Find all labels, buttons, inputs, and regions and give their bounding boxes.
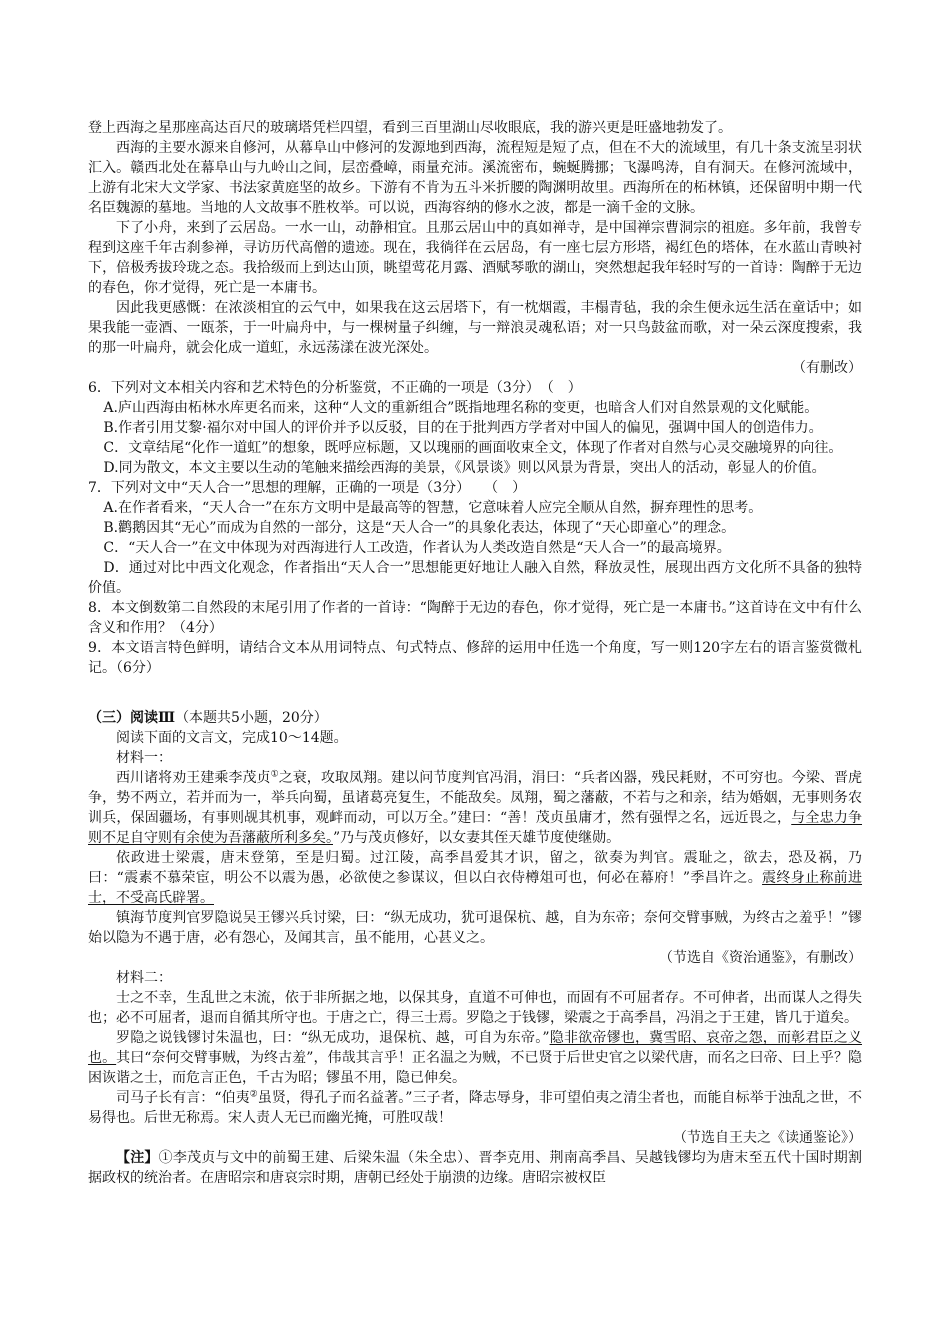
section-3-intro: 阅读下面的文言文，完成10～14题。 [116,730,348,746]
section-3-title-note: （本题共5小题，20分） [175,710,328,726]
material-1-p2-underlined: 震终身止称前进士，不受高氏辟署。 [88,870,863,906]
material-1-p1-underlined: 与全忠力争则不足自守则有余使为吾藩蔽所利多矣。 [88,810,863,846]
material-2-p2-text-b: 其曰“奈何交臂事贼，为终古羞”，伟哉其言乎！正名温之为贼，不已贤于后世史官之以梁代唐，而名之曰帝、曰上乎？隐困诙谐之士，而危言正色，千古为昭；镠虽不用，隐已伸矣。 [88,1050,863,1086]
footnote-1-marker: ① [270,769,279,780]
material-2-p2-text-a: 罗隐之说钱镠讨朱温也，曰：“纵无成功，退保杭、越，可自为东帝。” [116,1030,550,1046]
question-6-option-a: A.庐山西海由柘林水库更名而来，这种“人文的重新组合”既指地理名称的变更，也暗含人们对自然景观的文化赋能。 [103,400,819,416]
material-2-p2-underlined: 隐非欲帝镠也，冀雪昭、哀帝之怨，而彰君臣之义也。 [88,1030,862,1066]
material-2-p3-text-b: 虽贤，得孔子而名益著。”三子者，降志辱身，非可望伯夷之清尘者也，而能自标举于浊乱之世，不易得也。后世无称焉。宋人责人无已而幽光掩，可胜叹哉！ [88,1090,862,1126]
passage-paragraph-4: 因此我更感慨：在浓淡相宜的云气中，如果我在这云居塔下，有一枕烟霞，丰榻青毡，我的余生便永远生活在童话中；如果我能一壶酒、一瓯茶，于一叶扁舟中，与一棵树量子纠缠，与一辩浪灵魂私语；对一只鸟鼓盆而歌，对一朵云深度搜索，我的那一叶扁舟，就会化成一道虹，永远荡漾在波光深处。 [88,300,862,356]
section-3-heading [88,708,862,728]
material-2-paragraph-3 [88,1088,862,1128]
question-6-option-c: C．文章结尾“化作一道虹”的想象，既呼应标题，又以瑰丽的画面收束全文，体现了作者对自然与心灵交融境界的向往。 [103,440,843,456]
material-2-paragraph-1: 士之不幸，生乱世之末流，依于非所据之地，以保其身，直道不可伸也，而固有不可屈者存。不可伸者，出而谋人之得失也；必不可屈者，退而自循其所守也。于唐之亡，得三士焉。罗隐之于钱镠，梁震之于高季昌，冯涓之于王建，皆几于道矣。 [88,990,862,1026]
footnote-text: ①李茂贞与文中的前蜀王建、后梁朱温（朱全忠）、晋李克用、荆南高季昌、吴越钱镠均为唐末至五代十国时期割据政权的统治者。在唐昭宗和唐哀宗时期，唐朝已经处于崩溃的边缘。唐昭宗被权臣 [88,1150,863,1186]
material-2-paragraph-2 [88,1028,862,1088]
section-3-title: （三）阅读Ⅲ [88,710,176,726]
footnote-2-marker: ② [249,1089,258,1100]
material-1-p1-text-c: ”乃与茂贞修好，以女妻其侄天雄节度使继勋。 [333,830,621,846]
question-6-stem: 6．下列对文本相关内容和艺术特色的分析鉴赏，不正确的一项是（3分） （ ） [88,380,582,396]
material-1-source: （节选自《资治通鉴》，有删改） [659,950,862,966]
question-8: 8．本文倒数第二自然段的末尾引用了作者的一首诗：“陶醉于无边的春色，你才觉得，死亡是一本庸书。”这首诗在文中有什么含义和作用？（4分） [88,600,862,636]
material-2-label: 材料二： [116,970,172,986]
material-1-label: 材料一： [116,750,172,766]
question-7-stem: 7．下列对文中“天人合一”思想的理解，正确的一项是（3分） （ ） [88,480,527,496]
question-6-option-b: B.作者引用艾黎·福尔对中国人的评价并予以反驳，目的在于批判西方学者对中国人的偏见，强调中国人的创造伟力。 [103,420,823,436]
question-6-option-d: D.同为散文，本文主要以生动的笔触来描绘西海的美景，《风景谈》则以风景为背景，突出人的活动，彰显人的价值。 [103,460,826,476]
question-7-option-c: C．“天人合一”在文中体现为对西海进行人工改造，作者认为人类改造自然是“天人合一”的最高境界。 [103,540,731,556]
material-1-paragraph-2 [88,848,862,908]
question-7-option-d: D．通过对比中西文化观念，作者指出“天人合一”思想能更好地让人融入自然，释放灵性，展现出西方文化所不具备的独特价值。 [88,560,862,596]
material-1-p1-text-b: 之衰，攻取凤翔。建以问节度判官冯涓，涓曰：“兵者凶器，残民耗财，不可穷也。今梁、晋虎争，势不两立，若并而为一，举兵向蜀，虽诸葛亮复生，不能敌矣。凤翔，蜀之藩蔽，不若与之和亲，结为婚姻，无事则务农训兵，保固疆场，有事则觇其机事，观衅而动，可以万全。”建曰：“善！茂贞虽庸才，然有强悍之名，远近畏之， [88,770,862,826]
footnote-label: 【注】 [116,1150,159,1166]
passage-source: （有删改） [792,360,862,376]
section-gap [88,678,862,708]
passage-paragraph-1: 登上西海之星那座高达百尺的玻璃塔凭栏四望，看到三百里湖山尽收眼底，我的游兴更是旺盛地勃发了。 [88,120,732,136]
material-1-p1-text-a: 西川诸将劝王建乘李茂贞 [116,770,271,786]
material-1-paragraph-1 [88,768,862,848]
material-2-p3-text-a: 司马子长有言：“伯夷 [116,1090,250,1106]
question-7-option-b: B.鹳鹅因其“无心”而成为自然的一部分，这是“天人合一”的具象化表达，体现了“天心即童心”的理念。 [103,520,736,536]
material-1-p2-text: 依政进士梁震，唐末登第，至是归蜀。过江陵，高季昌爱其才识，留之，欲奏为判官。震耻之，欲去，恐及祸，乃曰：“震素不慕荣宦，明公不以震为愚，必欲使之参谋议，但以白衣侍樽俎可也，何必在幕府！”季昌许之。 [88,850,862,886]
passage-paragraph-2: 西海的主要水源来自修河，从幕阜山中修河的发源地到西海，流程短是短了点，但在不大的流域里，有几十条支流呈羽状汇入。赣西北处在幕阜山与九岭山之间，层峦叠嶂，雨量充沛。溪流密布，蜿蜒腾挪；飞瀑鸣涛，自有洞天。在修河流域中，上游有北宋大文学家、书法家黄庭坚的故乡。下游有不肯为五斗米折腰的陶渊明故里。西海所在的柘林镇，还保留明中期一代名臣魏源的墓地。当地的人文故事不胜枚举。可以说，西海容纳的修水之波，都是一滴千金的文脉。 [88,140,862,216]
question-9: 9．本文语言特色鲜明，请结合文本从用词特点、句式特点、修辞的运用中任选一个角度，写一则120字左右的语言鉴赏微札记。（6分） [88,640,862,676]
footnote [88,1148,862,1188]
material-1-paragraph-3: 镇海节度判官罗隐说吴王镠兴兵讨梁，曰：“纵无成功，犹可退保杭、越，自为东帝；奈何交臂事贼，为终古之羞乎！”镠始以隐为不遇于唐，必有怨心，及闻其言，虽不能用，心甚义之。 [88,910,862,946]
question-7-option-a: A.在作者看来，“天人合一”在东方文明中是最高等的智慧，它意味着人应完全顺从自然，摒弃理性的思考。 [103,500,763,516]
material-2-source: （节选自王夫之《读通鉴论》） [673,1130,862,1146]
passage-paragraph-3: 下了小舟，来到了云居岛。一水一山，动静相宜。且那云居山中的真如禅寺，是中国禅宗曹洞宗的祖庭。多年前，我曾专程到这座千年古刹参禅，寻访历代高僧的遗迹。现在，我徜徉在云居岛，有一座七层方形塔，褐红色的塔体，在水蓝山青映衬下，倍极秀拔玲珑之态。我拾级而上到达山顶，眺望莺花月露、酒赋琴歌的湖山，突然想起我年轻时写的一首诗：陶醉于无边的春色，你才觉得，死亡是一本庸书。 [88,220,862,296]
